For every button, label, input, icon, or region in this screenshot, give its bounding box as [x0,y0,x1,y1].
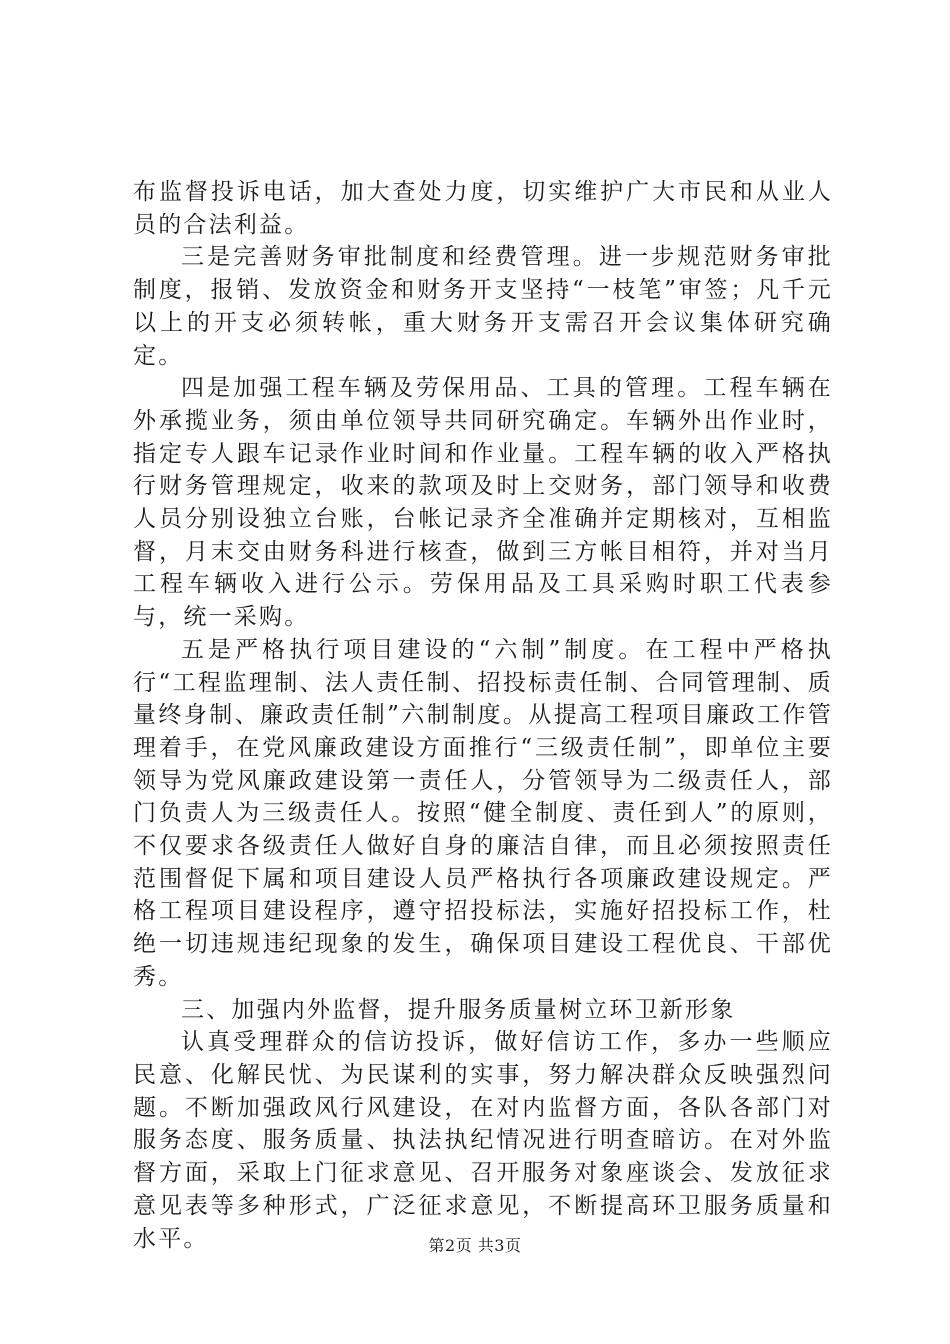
section-heading: 三、加强内外监督，提升服务质量树立环卫新形象 [181,996,736,1023]
paragraph-continuation: 布监督投诉电话，加大查处力度，切实维护广大市民和从业人员的合法利益。 [133,179,833,238]
paragraph-vehicle-management: 四是加强工程车辆及劳保用品、工具的管理。工程车辆在外承揽业务，须由单位领导共同研究确定。车辆外出作业时，指定专人跟车记录作业时间和作业量。工程车辆的收入严格执行财务管理规定，收来的款项及时上交财务，部门领导和收费人员分别设独立台账，台帐记录齐全准确并定期核对，互相监督，月末交由财务科进行核查，做到三方帐目相符，并对当月工程车辆收入进行公示。劳保用品及工具采购时职工代表参与，统一采购。 [133,375,833,631]
paragraph-finance-approval: 三是完善财务审批制度和经费管理。进一步规范财务审批制度，报销、发放资金和财务开支坚持“一枝笔”审签；凡千元以上的开支必须转帐，重大财务开支需召开会议集体研究确定。 [133,244,833,369]
paragraph-six-systems: 五是严格执行项目建设的“六制”制度。在工程中严格执行“工程监理制、法人责任制、招投标责任制、合同管理制、质量终身制、廉政责任制”六制制度。从提高工程项目廉政工作管理着手，在党风廉政建设方面推行“三级责任制”，即单位主要领导为党风廉政建设第一责任人，分管领导为二级责任人，部门负责人为三级责任人。按照“健全制度、责任到人”的原则，不仅要求各级责任人做好自身的廉洁自律，而且必须按照责任范围督促下属和项目建设人员严格执行各项廉政建设规定。严格工程项目建设程序，遵守招投标法，实施好招投标工作，杜绝一切违规违纪现象的发生，确保项目建设工程优良、干部优秀。 [133,636,833,990]
page-number-footer: 第2页 共3页 [428,1236,522,1255]
document-body [133,176,833,1255]
paragraph-supervision: 认真受理群众的信访投诉，做好信访工作，多办一些顺应民意、化解民忧、为民谋利的实事，努力解决群众反映强烈问题。不断加强政风行风建设，在对内监督方面，各队各部门对服务态度、服务质量、执法执纪情况进行明查暗访。在对外监督方面，采取上门征求意见、召开服务对象座谈会、发放征求意见表等多种形式，广泛征求意见，不断提高环卫服务质量和水平。 [133,1029,833,1252]
